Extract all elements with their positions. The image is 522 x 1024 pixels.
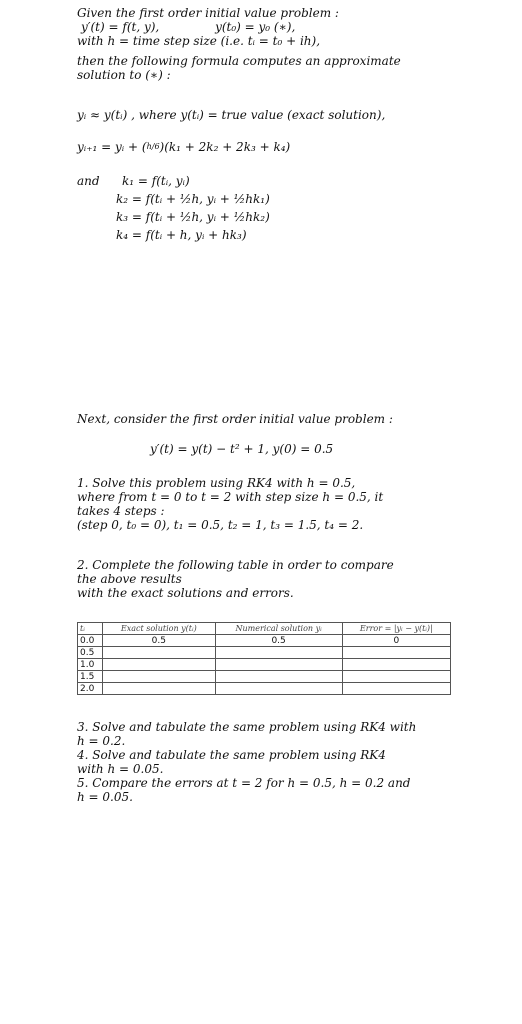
cell-numerical bbox=[215, 671, 342, 683]
cell-exact bbox=[103, 683, 216, 695]
ode-equation: y′(t) = f(t, y), bbox=[81, 20, 160, 34]
task1-line-2: where from t = 0 to t = 2 with step size h = 0.5, it bbox=[77, 490, 384, 504]
cell-numerical: 0.5 bbox=[215, 635, 342, 647]
task5-line-1: 5. Compare the errors at t = 2 for h = 0.5, h = 0.2 and bbox=[77, 776, 411, 790]
k3-formula: k₃ = f(tᵢ + ½h, yᵢ + ½hk₂) bbox=[116, 210, 270, 224]
task1-line-1: 1. Solve this problem using RK4 with h = 0.5, bbox=[77, 476, 356, 490]
k1-formula: k₁ = f(tᵢ, yᵢ) bbox=[122, 174, 190, 188]
header-exact: Exact solution y(tᵢ) bbox=[103, 623, 216, 635]
cell-error: 0 bbox=[342, 635, 450, 647]
header-numerical: Numerical solution yᵢ bbox=[215, 623, 342, 635]
task5-line-2: h = 0.05. bbox=[77, 790, 133, 804]
cell-numerical bbox=[215, 647, 342, 659]
k2-formula: k₂ = f(tᵢ + ½h, yᵢ + ½hk₁) bbox=[116, 192, 270, 206]
cell-t: 2.0 bbox=[78, 683, 103, 695]
cell-error bbox=[342, 683, 450, 695]
cell-t: 0.0 bbox=[78, 635, 103, 647]
intro-line-5: solution to (∗) : bbox=[77, 68, 171, 82]
intro-block bbox=[77, 6, 477, 82]
task4-line-1: 4. Solve and tabulate the same problem using RK4 bbox=[77, 748, 386, 762]
table-row bbox=[78, 635, 451, 647]
ivp-equation: y′(t) = y(t) − t² + 1, y(0) = 0.5 bbox=[150, 442, 334, 456]
table-header-row bbox=[78, 623, 451, 635]
task1-block bbox=[77, 476, 477, 532]
cell-exact bbox=[103, 659, 216, 671]
intro-line-2 bbox=[77, 20, 477, 34]
intro-line-1: Given the first order initial value problem : bbox=[77, 6, 339, 20]
header-error: Error = |yᵢ − y(tᵢ)| bbox=[342, 623, 450, 635]
task3-line-2: h = 0.2. bbox=[77, 734, 126, 748]
table-row bbox=[78, 671, 451, 683]
task2-line-1: 2. Complete the following table in order to compare bbox=[77, 558, 394, 572]
cell-exact bbox=[103, 647, 216, 659]
table-row bbox=[78, 647, 451, 659]
and-label: and bbox=[77, 174, 100, 188]
cell-numerical bbox=[215, 659, 342, 671]
rk4-lhs: yᵢ₊₁ = yᵢ + ( bbox=[77, 140, 147, 154]
task1-line-4: (step 0, t₀ = 0), t₁ = 0.5, t₂ = 1, t₃ = 1.5, t₄ = 2. bbox=[77, 518, 364, 532]
cell-exact: 0.5 bbox=[103, 635, 216, 647]
k4-formula: k₄ = f(tᵢ + h, yᵢ + hk₃) bbox=[116, 228, 247, 242]
task3-block bbox=[77, 720, 477, 804]
cell-t: 1.0 bbox=[78, 659, 103, 671]
task4-line-2: with h = 0.05. bbox=[77, 762, 164, 776]
approx-formula: yᵢ ≈ y(tᵢ) , where y(tᵢ) = true value (exact solution), bbox=[77, 108, 386, 122]
task1-line-3: takes 4 steps : bbox=[77, 504, 165, 518]
cell-error bbox=[342, 647, 450, 659]
initial-condition: y(t₀) = y₀ (∗), bbox=[215, 20, 296, 34]
rk4-update-formula bbox=[77, 140, 290, 154]
results-table bbox=[77, 622, 451, 695]
cell-numerical bbox=[215, 683, 342, 695]
cell-error bbox=[342, 659, 450, 671]
intro-line-4: then the following formula computes an approximate bbox=[77, 54, 401, 68]
cell-t: 1.5 bbox=[78, 671, 103, 683]
table-row bbox=[78, 683, 451, 695]
task2-line-2: the above results bbox=[77, 572, 182, 586]
task2-line-3: with the exact solutions and errors. bbox=[77, 586, 294, 600]
cell-error bbox=[342, 671, 450, 683]
table-row bbox=[78, 659, 451, 671]
rk4-fraction: h/6 bbox=[146, 142, 160, 151]
cell-exact bbox=[103, 671, 216, 683]
intro-line-3: with h = time step size (i.e. tᵢ = t₀ + ih), bbox=[77, 34, 321, 48]
cell-t: 0.5 bbox=[78, 647, 103, 659]
header-t: tᵢ bbox=[78, 623, 103, 635]
problem-intro: Next, consider the first order initial value problem : bbox=[77, 412, 393, 426]
task2-block bbox=[77, 558, 477, 600]
task3-line-1: 3. Solve and tabulate the same problem using RK4 with bbox=[77, 720, 417, 734]
rk4-rhs: )(k₁ + 2k₂ + 2k₃ + k₄) bbox=[159, 140, 291, 154]
